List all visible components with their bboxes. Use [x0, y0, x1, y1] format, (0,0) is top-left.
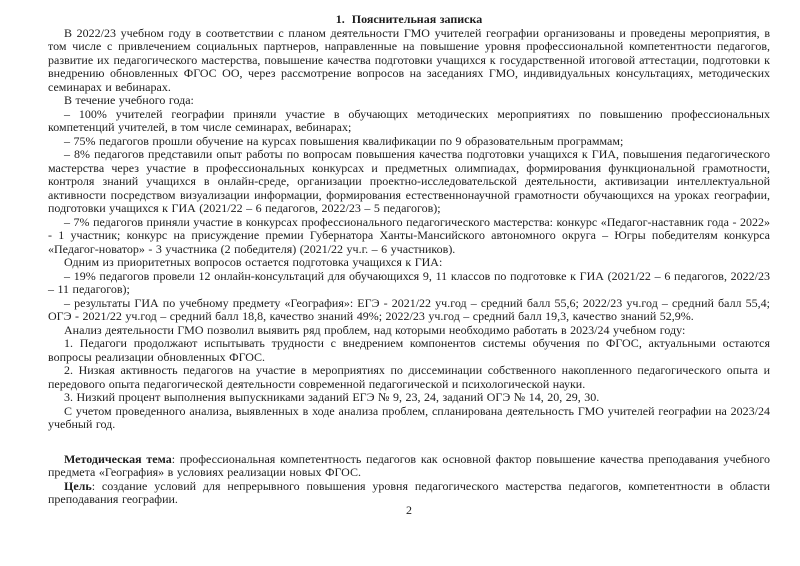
list-item-75-percent: – 75% педагогов прошли обучение на курсах повышения квалификации по 9 образовательным программам;: [64, 133, 624, 148]
method-theme-label: Методическая тема: [64, 451, 172, 466]
paragraph-gia-priority-lead: Одним из приоритетных вопросов остается подготовка учащихся к ГИА:: [64, 255, 443, 269]
list-item-gia-results: – результаты ГИА по учебному предмету «География»: ЕГЭ - 2021/22 уч.год – средний балл 55,6; 2022/23 уч.год – средний балл 55,4; ОГЭ - 2021/22 уч.год – средний балл 18,8, качество знаний 49%; 2022/23 уч.год – средний балл 19,3, качество знаний 52,9%.: [48, 295, 770, 323]
goal-text: : создание условий для непрерывного повышения уровня педагогического мастерства педагогов, компетентности в области преподавания географии.: [48, 478, 770, 506]
numbered-problem-2: 2. Низкая активность педагогов на участие в мероприятиях по диссеминации собственного накопленного педагогического опыта и передового опыта педагогической деятельности современной педагогической и психологической науки.: [48, 363, 770, 391]
list-item-19-percent: – 19% педагогов провели 12 онлайн-консультаций для обучающихся 9, 11 классов по подготовке к ГИА (2021/22 – 6 педагогов, 2022/23 – 11 педагогов);: [48, 268, 770, 296]
paragraph-school-year-lead: В течение учебного года:: [64, 93, 194, 107]
paragraph-conclusion: С учетом проведенного анализа, выявленных в ходе анализа проблем, спланирована деятельность ГМО учителей географии на 2023/24 учебный год.: [48, 403, 770, 431]
page-number: 2: [406, 503, 412, 517]
list-item-100-percent: – 100% учителей географии приняли участие в обучающих методических мероприятиях по повышению профессиональных компетенций учителей, в том числе семинарах, вебинарах;: [48, 106, 770, 134]
goal-label: Цель: [64, 478, 92, 493]
list-item-7-percent: – 7% педагогов приняли участие в конкурсах профессионального педагогического мастерства: конкурс «Педагог-наставник года - 2022» - 1 участник; конкурс на присуждение премии Губернатора Ханты-Мансийского автономного округа – Югры победителям конкурса «Педагог-новатор» - 3 участника (2 победителя) (2021/22 уч.г. – 6 участников).: [48, 214, 770, 256]
paragraph-analysis-lead: Анализ деятельности ГМО позволил выявить ряд проблем, над которыми необходимо работать в 2023/24 учебном году:: [64, 322, 686, 337]
list-item-8-percent: – 8% педагогов представили опыт работы по вопросам повышения качества подготовки учащихся к ГИА, повышения педагогического мастерства через участие в профессиональных конкурсах и предметных олимпиадах, формирования функциональной грамотности, контроля знаний учащихся в онлайн-среде, организации проектно-исследовательской деятельности, активизации интеллектуальной активности посредством визуализации информации, формирования естественнонаучной грамотности обучающихся на уроках географии, подготовки учащихся к ГИА (2021/22 – 6 педагогов, 2022/23 – 5 педагогов);: [48, 147, 770, 215]
paragraph-intro: В 2022/23 учебном году в соответствии с планом деятельности ГМО учителей географии организованы и проведены мероприятия, в том числе с привлечением социальных партнеров, направленные на повышение уровня профессиональной компетентности педагогов, развитие их педагогического мастерства, повышение качества подготовки учащихся к государственной итоговой аттестации, подготовки к внедрению обновленных ФГОС ОО, через рассмотрение вопросов на заседаниях ГМО, индивидуальных консультациях, методических семинарах и вебинарах.: [48, 25, 770, 94]
numbered-problem-1: 1. Педагоги продолжают испытывать трудности с внедрением компонентов системы обучения по ФГОС, актуальными остаются вопросы реализации обновленных ФГОС.: [48, 336, 770, 364]
blank-line: [48, 432, 770, 453]
document-content: [48, 13, 770, 507]
numbered-problem-3: 3. Низкий процент выполнения выпускниками заданий ЕГЭ № 9, 23, 24, заданий ОГЭ № 14, 20, 29, 30.: [64, 390, 600, 404]
section-heading: 1. Пояснительная записка: [335, 12, 483, 26]
method-theme-text: : профессиональная компетентность педагогов как основной фактор повышение качества преподавания учебного предмета «География» в условиях реализации новых ФГОС.: [48, 451, 770, 479]
paragraph-method-theme: [48, 453, 770, 480]
